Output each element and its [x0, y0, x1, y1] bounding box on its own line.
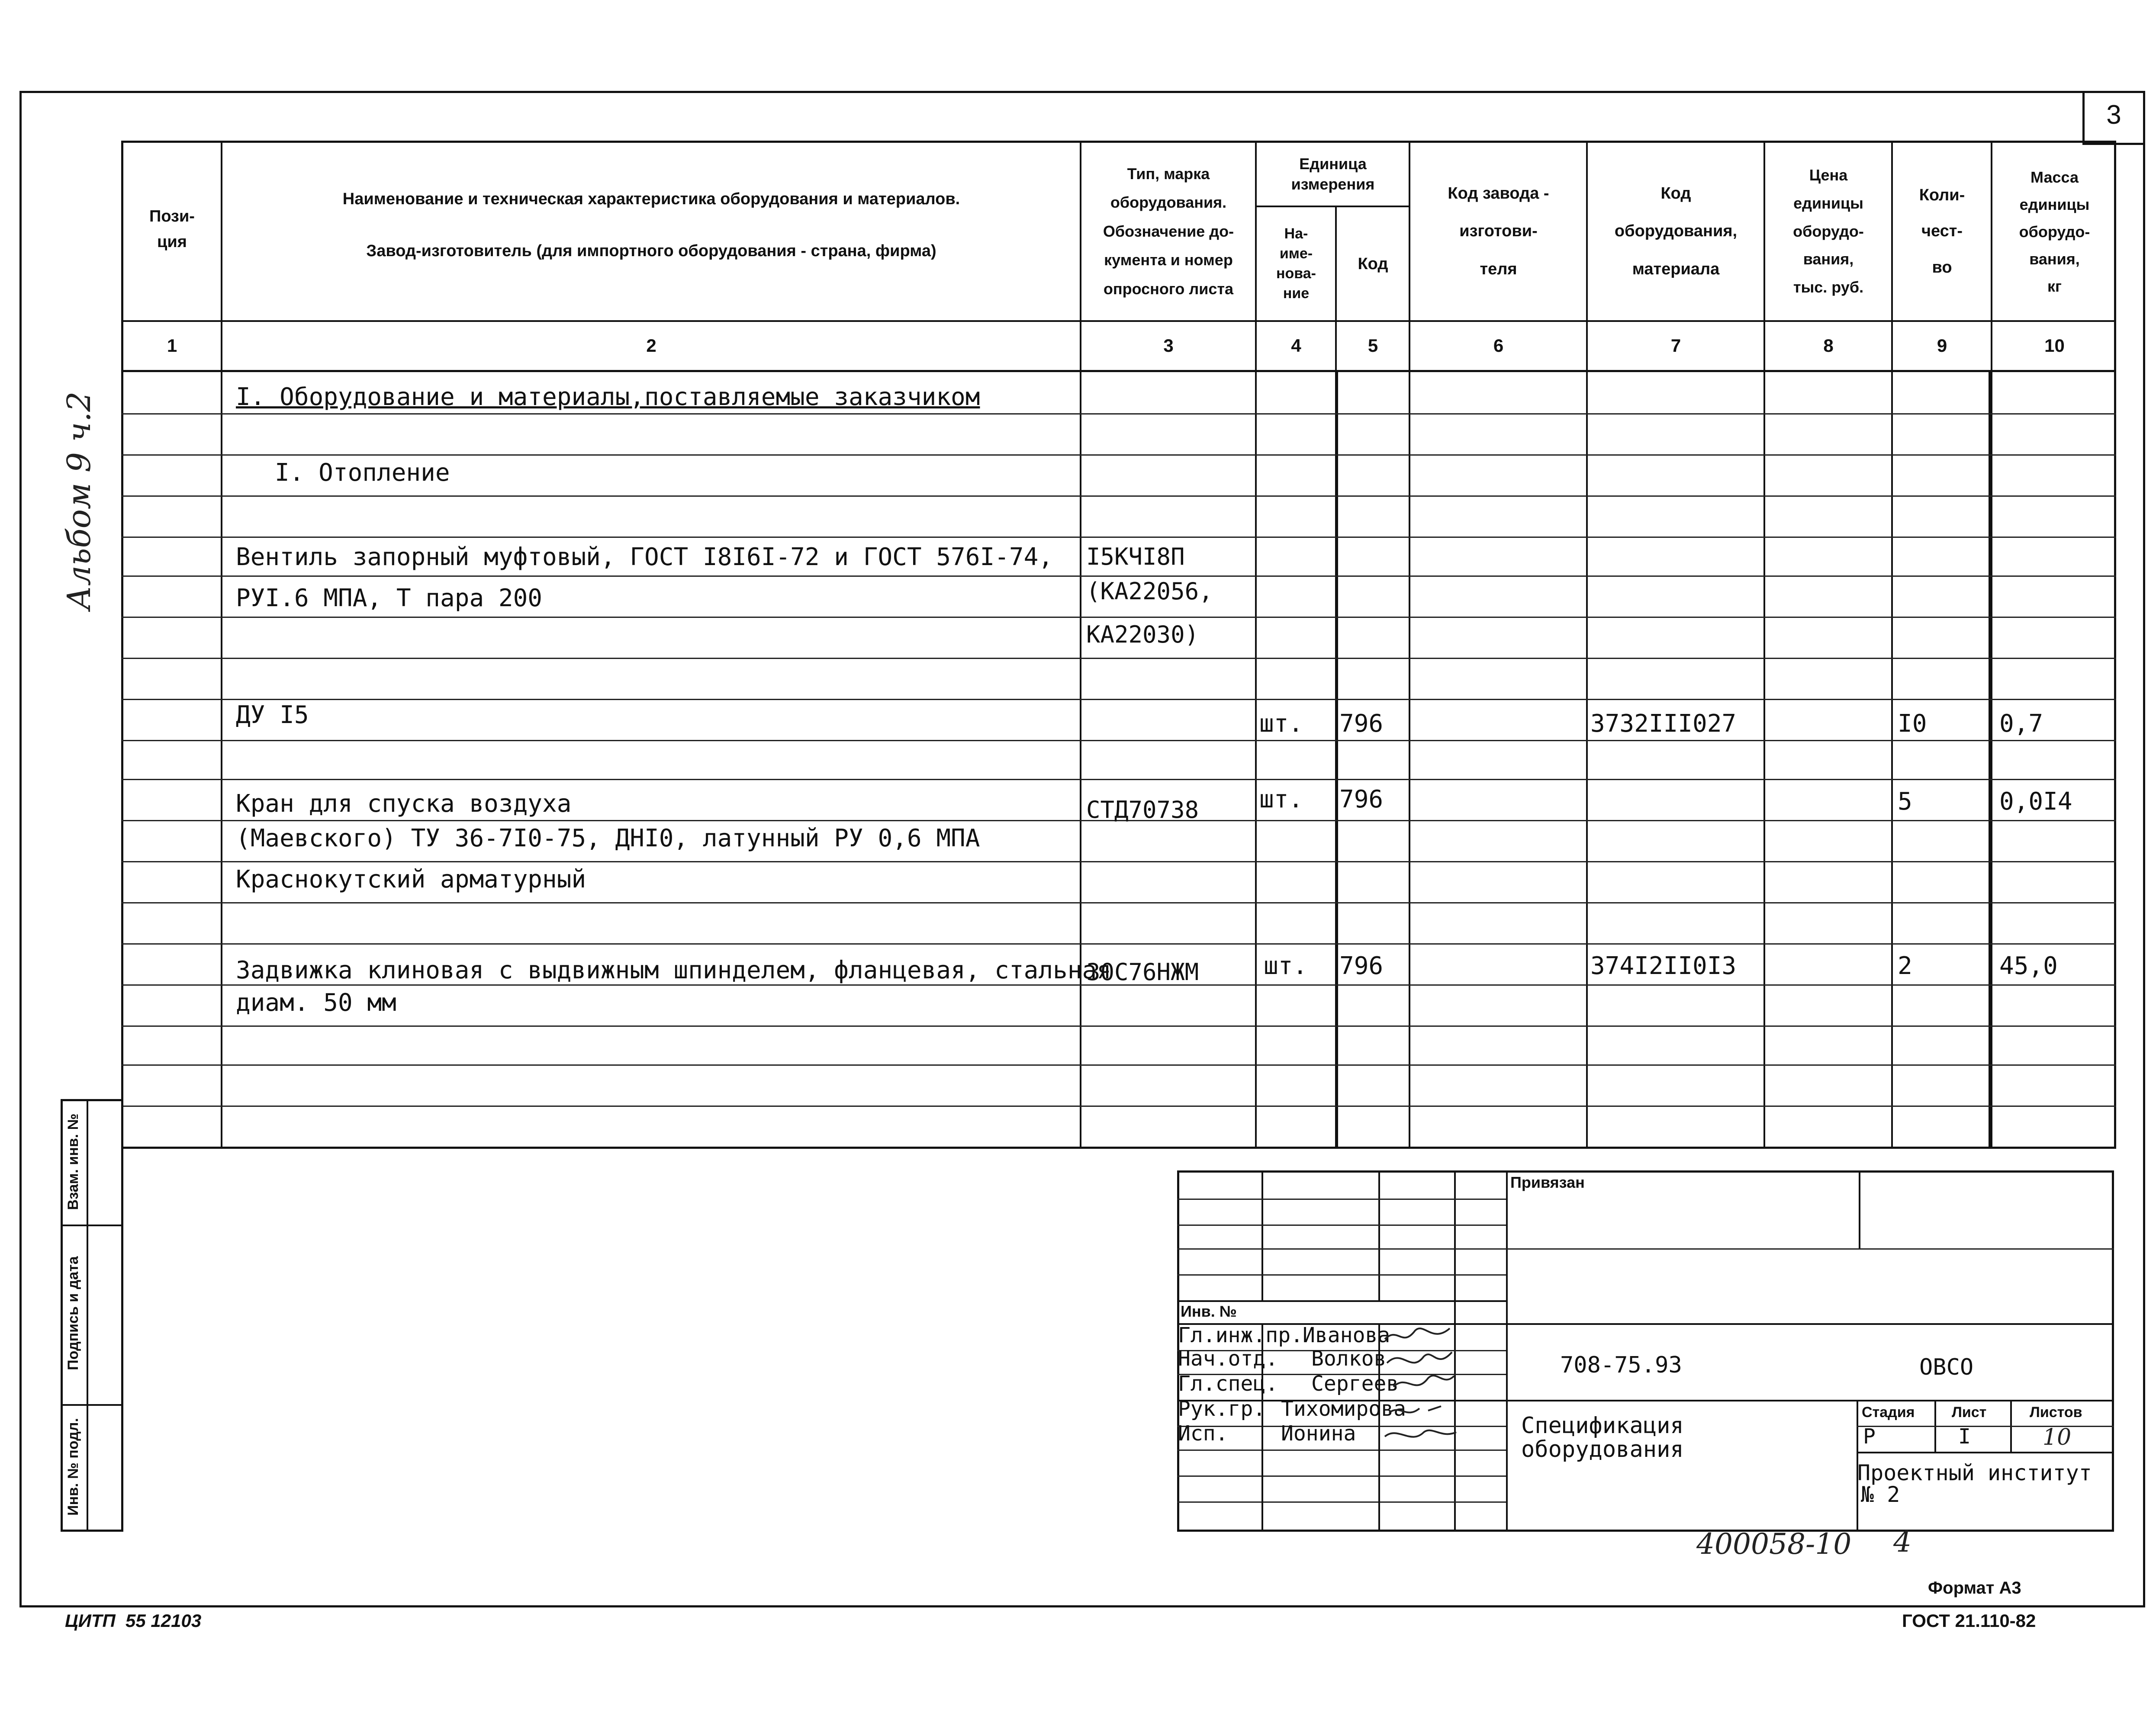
row-line	[121, 658, 2116, 659]
role-executor: Исп.	[1178, 1421, 1228, 1446]
row-line	[121, 537, 2116, 538]
col-divider-1	[221, 141, 222, 1149]
item2-name-line1: Кран для спуска воздуха	[236, 790, 572, 818]
header-equipment-code: Код оборудования, материала	[1614, 184, 1738, 278]
document-title-line2: оборудования	[1521, 1437, 1684, 1462]
item1-name-line1: Вентиль запорный муфтовый, ГОСТ I8I6I-72 и ГОСТ 576I-74,	[236, 543, 1053, 571]
row-line	[121, 902, 2116, 903]
sheet-value: I	[1958, 1424, 1971, 1449]
side-strip-line	[61, 1225, 123, 1226]
column-number: 6	[1493, 335, 1504, 356]
item1-name-line2: РУI.6 МПА, Т пара 200	[236, 584, 543, 612]
row-line	[121, 495, 2116, 497]
item3-type: 30С76НЖМ	[1086, 958, 1199, 986]
inv-no-label: Инв. №	[1181, 1302, 1237, 1320]
stamp-row	[1177, 1199, 1506, 1200]
item3-name-line2: диам. 50 мм	[236, 989, 396, 1017]
col-divider-6	[1586, 141, 1588, 1149]
column-number: 1	[167, 335, 177, 356]
item1a-qty: I0	[1898, 710, 1927, 738]
header-name-line2: Завод-изготовитель (для импортного оборудования - страна, фирма)	[366, 241, 936, 260]
column-number: 10	[2044, 335, 2065, 356]
item1-type-line1: I5КЧI8П	[1086, 543, 1185, 570]
item3-mass: 45,0	[1999, 952, 2058, 980]
sheets-label: Листов	[2030, 1404, 2082, 1421]
label-inv-podl: Инв. № подл.	[65, 1418, 81, 1516]
row-line	[121, 413, 2116, 415]
stamp-row	[1177, 1300, 1506, 1302]
album-note: Альбом 9 ч.2	[61, 391, 98, 610]
header-name-line1: Наименование и техническая характеристика оборудования и материалов.	[342, 190, 960, 208]
header-bottom-line	[121, 320, 2116, 322]
item3-qty: 2	[1898, 952, 1912, 980]
stamp-row	[1177, 1475, 1506, 1477]
item3-code: 796	[1339, 952, 1384, 980]
section-title	[236, 383, 980, 411]
stamp-col	[1506, 1170, 1508, 1532]
row-line	[121, 1025, 2116, 1027]
organization-line2: № 2	[1861, 1482, 1900, 1507]
item2-unit: шт.	[1259, 785, 1303, 813]
column-number: 4	[1291, 335, 1301, 356]
col-divider-7	[1763, 141, 1765, 1149]
header-type: Тип, марка оборудования. Обозначение до- кумента и номер опросного листа	[1103, 164, 1234, 298]
item1a-code: 796	[1339, 710, 1384, 738]
col-divider-5	[1409, 141, 1410, 1149]
unit-group-line	[1255, 206, 1409, 207]
stamp-col	[1261, 1170, 1263, 1300]
row-line	[121, 1064, 2116, 1066]
col-divider-3	[1255, 141, 1257, 1149]
role-chief-specialist: Гл.спец.	[1178, 1372, 1278, 1396]
document-title-line1: Спецификация	[1521, 1413, 1684, 1439]
header-unit-code: Код	[1358, 254, 1388, 273]
item2-qty: 5	[1898, 788, 1912, 816]
stage-row	[1857, 1452, 2114, 1453]
header-position: Пози- ция	[149, 207, 195, 251]
column-number: 5	[1368, 335, 1378, 356]
row-line	[121, 699, 2116, 700]
handwritten-page: 4	[1893, 1525, 1911, 1559]
stamp-row	[1177, 1501, 1506, 1503]
organization-line1: Проектный институт	[1857, 1460, 2092, 1485]
item1-type-line3: КА22030)	[1086, 621, 1199, 648]
label-vzam-inv: Взам. инв. №	[65, 1113, 81, 1210]
item1a-mass: 0,7	[1999, 710, 2043, 738]
item3-name-line1: Задвижка клиновая с выдвижным шпинделем, фланцевая, стальная	[236, 956, 1111, 984]
item2-name-line3: Краснокутский арматурный	[236, 865, 586, 894]
body-thick-line-b	[1989, 372, 1992, 1149]
column-number: 7	[1670, 335, 1681, 356]
item1a-unit: шт.	[1259, 710, 1303, 738]
role-group-lead: Рук.гр.	[1178, 1397, 1266, 1421]
colnum-bottom-line	[121, 370, 2116, 372]
item2-type: СТД70738	[1086, 796, 1199, 823]
format-label: Формат А3	[1928, 1578, 2021, 1598]
side-strip-divider	[87, 1099, 88, 1532]
section-title-text: I. Оборудование и материалы,поставляемые заказчиком	[236, 383, 980, 411]
row-line	[121, 943, 2116, 945]
header-factory-code: Код завода - изготови- теля	[1448, 184, 1549, 278]
item1a-name: ДУ I5	[236, 701, 309, 729]
role-chief-engineer: Гл.инж.пр.	[1178, 1323, 1303, 1347]
sheet-label: Лист	[1952, 1404, 1987, 1421]
row-line	[121, 779, 2116, 780]
stage-label: Стадия	[1862, 1404, 1915, 1421]
item2-name-line2: (Маевского) ТУ 36-7I0-75, ДНI0, латунный РУ 0,6 МПА	[236, 824, 980, 852]
name-dept-head: Волков	[1311, 1347, 1387, 1371]
stamp-col	[1378, 1170, 1380, 1300]
column-number: 9	[1937, 335, 1947, 356]
sheets-value: 10	[2043, 1424, 2072, 1450]
label-podpis-data: Подпись и дата	[65, 1256, 81, 1370]
col-divider-2	[1080, 141, 1081, 1149]
stamp-row	[1177, 1225, 1506, 1226]
signature-marks	[1376, 1322, 1463, 1452]
item2-code: 796	[1339, 785, 1384, 813]
stamp-row	[1177, 1248, 2114, 1250]
header-unit-price: Цена единицы оборудо- вания, тыс. руб.	[1793, 166, 1864, 296]
item1-type-line2: (КА22056,	[1086, 578, 1213, 605]
header-unit-mass: Масса единицы оборудо- вания, кг	[2019, 168, 2090, 295]
name-executor: Ионина	[1281, 1421, 1356, 1446]
name-chief-engineer: Иванова	[1303, 1323, 1390, 1347]
header-unit-group: Единица измерения	[1291, 154, 1375, 193]
document-code: 708-75.93	[1560, 1352, 1682, 1378]
item3-equip-code: 374I2II0I3	[1590, 952, 1737, 980]
handwritten-archive-number: 400058-10	[1696, 1527, 1852, 1561]
footer-gost: ГОСТ 21.110-82	[1902, 1610, 2036, 1631]
name-group-lead: Тихомирова	[1281, 1397, 1406, 1421]
stamp-col	[1859, 1170, 1860, 1248]
col-divider-8	[1891, 141, 1893, 1149]
item3-unit: шт.	[1264, 952, 1308, 980]
row-line	[121, 861, 2116, 862]
column-number: 8	[1823, 335, 1834, 356]
row-line	[121, 575, 2116, 577]
privyazan-label: Привязан	[1510, 1173, 1585, 1191]
row-line	[121, 1106, 2116, 1107]
body-thick-line-a	[1335, 372, 1338, 1149]
document-mark: ОВСО	[1919, 1354, 1974, 1380]
sheet-number: 3	[2106, 100, 2121, 130]
row-line	[121, 740, 2116, 741]
stage-value: Р	[1863, 1424, 1876, 1449]
row-line	[121, 617, 2116, 618]
stage-row	[1857, 1426, 2114, 1427]
subsection-title: I. Отопление	[275, 459, 450, 487]
row-line	[121, 454, 2116, 456]
footer-left-code: ЦИТП 55 12103	[65, 1610, 202, 1631]
item2-mass: 0,0I4	[1999, 788, 2072, 816]
stamp-row	[1177, 1274, 1506, 1276]
header-unit-name: На- име- нова- ние	[1276, 225, 1316, 302]
header-quantity: Коли- чест- во	[1919, 186, 1965, 276]
item1a-equip-code: 3732III027	[1590, 710, 1737, 738]
column-number: 3	[1163, 335, 1174, 356]
role-dept-head: Нач.отд.	[1178, 1347, 1278, 1371]
name-chief-specialist: Сергеев	[1311, 1372, 1399, 1396]
column-number: 2	[646, 335, 656, 356]
